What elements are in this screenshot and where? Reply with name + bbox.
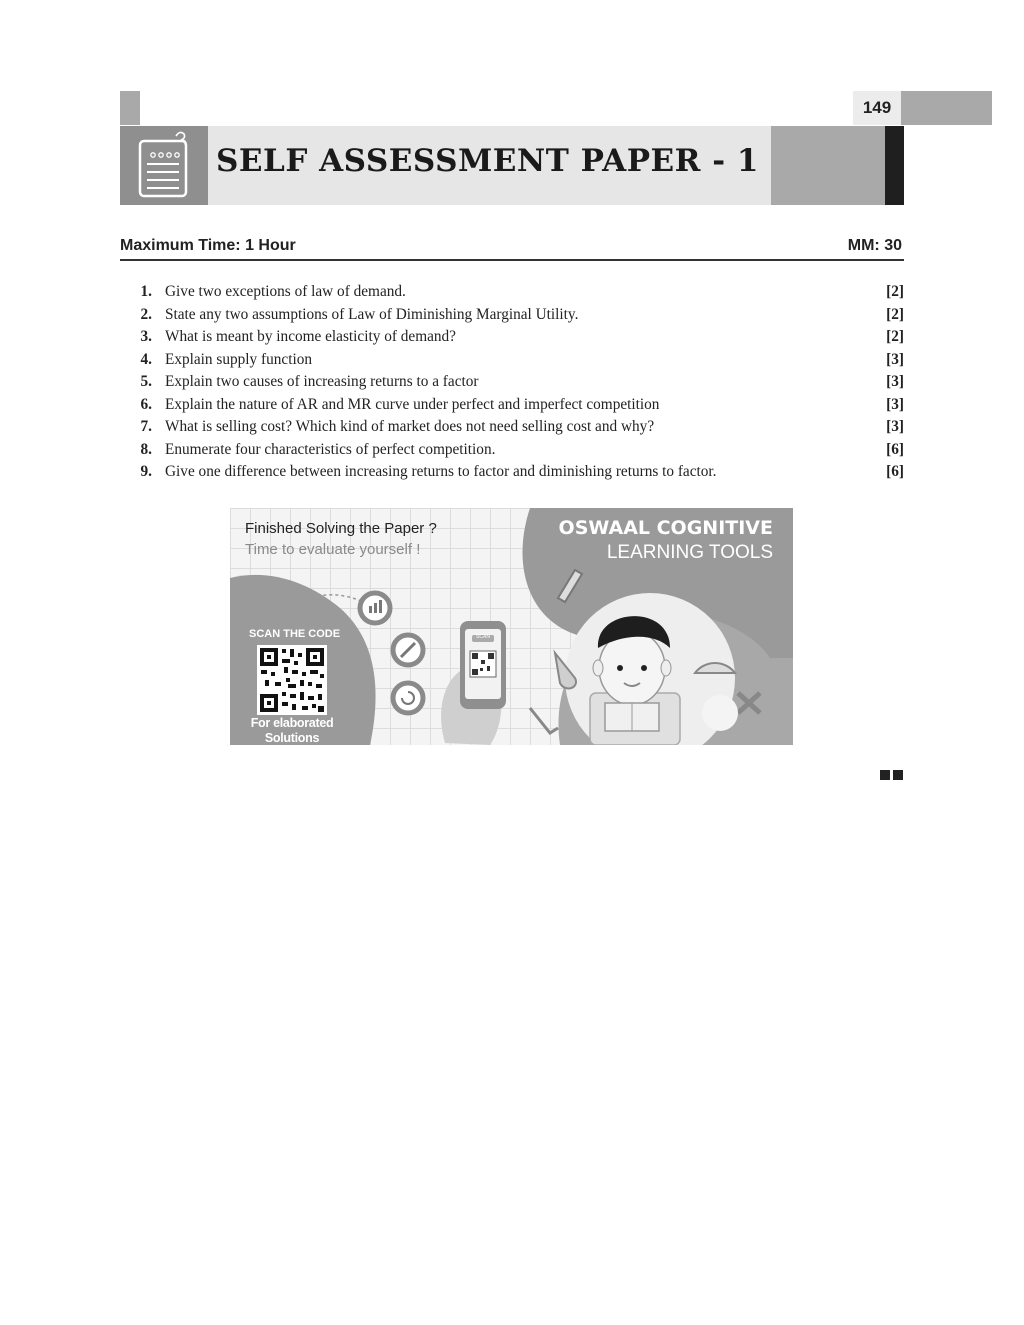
scan-label: SCAN THE CODE — [249, 628, 341, 640]
max-time-label: Maximum Time: 1 Hour — [120, 237, 296, 254]
question-item — [120, 306, 904, 329]
question-number: 2. — [140, 305, 152, 323]
question-text: What is selling cost? Which kind of market does not need selling cost and why? — [165, 418, 655, 435]
title-right-block — [771, 126, 885, 205]
question-number: 5. — [140, 373, 152, 390]
question-marks: [3] — [886, 373, 904, 390]
question-marks: [6] — [886, 463, 904, 480]
question-marks: [3] — [886, 350, 904, 368]
question-marks: [3] — [886, 395, 904, 413]
question-item — [120, 463, 904, 486]
banner-headline: Finished Solving the Paper ? — [245, 520, 437, 537]
question-text: Explain supply function — [165, 350, 313, 368]
elaborated-line-1: For elaborated — [250, 716, 334, 730]
title-icon-box — [120, 126, 208, 205]
phone-screen-label: SCAN — [476, 634, 490, 640]
question-marks: [2] — [886, 328, 904, 345]
question-number: 4. — [140, 350, 152, 368]
question-marks: [3] — [886, 418, 904, 435]
elaborated-solutions-label — [230, 716, 354, 745]
question-text: Give one difference between increasing returns to factor and diminishing returns to factor. — [165, 463, 717, 480]
brand-title: OSWAAL COGNITIVE — [558, 517, 773, 539]
question-item — [120, 396, 904, 419]
page-end-marker — [880, 770, 904, 780]
question-text: State any two assumptions of Law of Diminishing Marginal Utility. — [165, 305, 579, 323]
question-list — [120, 283, 904, 486]
divider — [120, 259, 904, 261]
elaborated-line-2: Solutions — [264, 731, 320, 745]
question-number: 6. — [140, 395, 152, 413]
header-left-stub — [120, 91, 140, 125]
question-number: 3. — [140, 328, 152, 345]
question-item — [120, 418, 904, 441]
brand-subtitle: LEARNING TOOLS — [606, 542, 773, 563]
question-number: 9. — [140, 463, 152, 480]
banner-subline: Time to evaluate yourself ! — [245, 541, 421, 558]
question-marks: [2] — [886, 283, 904, 300]
question-marks: [2] — [886, 305, 904, 323]
page-title: SELF ASSESSMENT PAPER - 1 — [216, 143, 759, 179]
question-marks: [6] — [886, 440, 904, 458]
header-right-bar — [901, 91, 992, 125]
max-marks-label: MM: 30 — [847, 237, 902, 254]
page-number: 149 — [853, 91, 901, 125]
qr-code-icon[interactable] — [257, 645, 327, 715]
question-text: What is meant by income elasticity of demand? — [165, 328, 456, 345]
question-text: Explain the nature of AR and MR curve under perfect and imperfect competition — [165, 395, 660, 413]
question-number: 7. — [140, 418, 152, 435]
question-number: 1. — [140, 283, 152, 300]
question-item — [120, 328, 904, 351]
worksheet-icon — [120, 126, 208, 205]
question-text: Give two exceptions of law of demand. — [165, 283, 406, 300]
question-item — [120, 441, 904, 464]
question-item — [120, 373, 904, 396]
title-right-accent — [885, 126, 904, 205]
cognitive-tools-banner — [230, 508, 793, 745]
question-item — [120, 351, 904, 374]
question-item — [120, 283, 904, 306]
question-text: Explain two causes of increasing returns to a factor — [165, 373, 479, 390]
question-text: Enumerate four characteristics of perfect competition. — [165, 440, 496, 458]
question-number: 8. — [140, 440, 152, 458]
